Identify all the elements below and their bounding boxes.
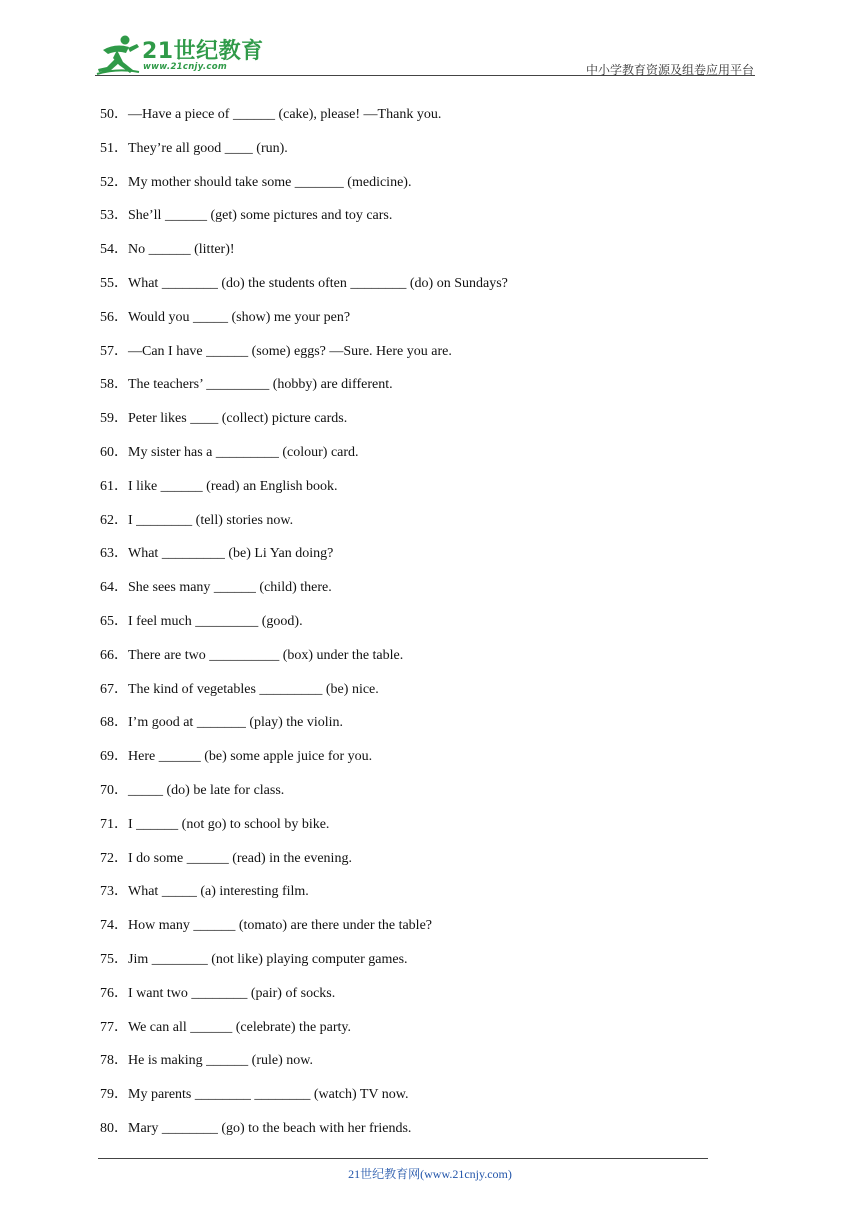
question-72: 72．I do some ______ (read) in the evening. xyxy=(100,850,352,866)
question-60: 60．My sister has a _________ (colour) card. xyxy=(100,444,359,460)
question-57: 57．—Can I have ______ (some) eggs? —Sure. Here you are. xyxy=(100,343,452,359)
page-header xyxy=(0,0,860,80)
question-69: 69．Here ______ (be) some apple juice for you. xyxy=(100,749,373,765)
header-platform-text: 中小学教育资源及组卷应用平台 xyxy=(585,63,754,77)
question-78: 78．He is making ______ (rule) now. xyxy=(100,1053,313,1069)
question-64: 64．She sees many ______ (child) there. xyxy=(100,580,332,596)
question-55: 55．What ________ (do) the students often ________ (do) on Sundays? xyxy=(100,275,508,291)
question-list xyxy=(100,103,508,1151)
logo-text: 21世纪教育 xyxy=(142,39,264,64)
question-71: 71．I ______ (not go) to school by bike. xyxy=(100,816,330,832)
question-76: 76．I want two ________ (pair) of socks. xyxy=(100,985,336,1001)
question-51: 51．They’re all good ____ (run). xyxy=(100,140,288,156)
question-53: 53．She’ll ______ (get) some pictures and toy cars. xyxy=(100,208,393,224)
question-67: 67．The kind of vegetables _________ (be) nice. xyxy=(100,681,379,697)
site-logo xyxy=(95,34,265,78)
question-52: 52．My mother should take some _______ (medicine). xyxy=(100,174,412,190)
question-54: 54．No ______ (litter)! xyxy=(100,242,235,258)
footer-divider xyxy=(98,1158,708,1159)
question-65: 65．I feel much _________ (good). xyxy=(100,613,303,629)
question-73: 73．What _____ (a) interesting film. xyxy=(100,884,309,900)
question-70: 70．_____ (do) be late for class. xyxy=(100,782,285,798)
question-62: 62．I ________ (tell) stories now. xyxy=(100,512,294,528)
question-59: 59．Peter likes ____ (collect) picture cards. xyxy=(100,411,348,427)
question-50: 50．—Have a piece of ______ (cake), please! —Thank you. xyxy=(100,107,442,122)
question-63: 63．What _________ (be) Li Yan doing? xyxy=(100,546,334,562)
question-66: 66．There are two __________ (box) under the table. xyxy=(100,647,404,663)
question-68: 68．I’m good at _______ (play) the violin. xyxy=(100,715,344,731)
question-80: 80．Mary ________ (go) to the beach with her friends. xyxy=(100,1120,412,1136)
logo-url: www.21cnjy.com xyxy=(143,62,227,72)
question-75: 75．Jim ________ (not like) playing computer games. xyxy=(100,951,408,967)
question-77: 77．We can all ______ (celebrate) the party. xyxy=(100,1019,352,1035)
question-58: 58．The teachers’ _________ (hobby) are different. xyxy=(100,377,393,393)
footer-link[interactable]: 21世纪教育网(www.21cnjy.com) xyxy=(348,1167,512,1181)
question-56: 56．Would you _____ (show) me your pen? xyxy=(100,309,351,325)
question-74: 74．How many ______ (tomato) are there under the table? xyxy=(100,918,433,934)
question-61: 61．I like ______ (read) an English book. xyxy=(100,478,338,494)
header-divider xyxy=(95,75,755,76)
runner-icon xyxy=(95,34,141,76)
question-79: 79．My parents ________ ________ (watch) TV now. xyxy=(100,1087,409,1103)
